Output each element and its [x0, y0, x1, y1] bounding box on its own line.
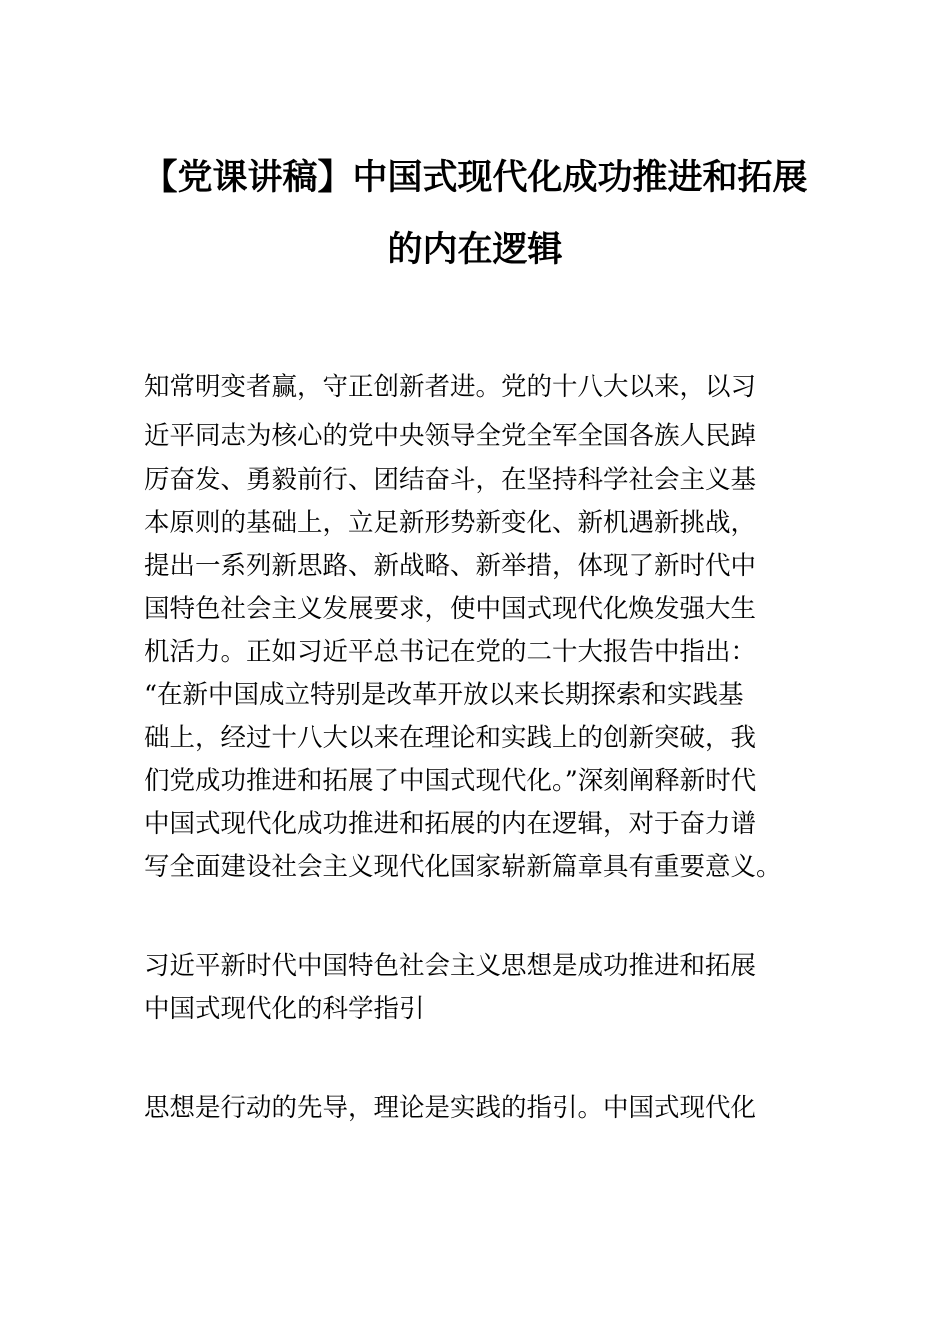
paragraph-line: 厉奋发、勇毅前行、团结奋斗，在坚持科学社会主义基 — [144, 465, 757, 495]
document-title-line-2: 的内在逻辑 — [387, 230, 563, 270]
paragraph-line: 提出一系列新思路、新战略、新举措，体现了新时代中 — [144, 551, 757, 581]
paragraph-line: 近平同志为核心的党中央领导全党全军全国各族人民踔 — [144, 421, 757, 451]
document-title-line-1: 【党课讲稿】中国式现代化成功推进和拓展 — [142, 158, 808, 198]
paragraph-line: 写全面建设社会主义现代化国家崭新篇章具有重要意义。 — [144, 852, 782, 882]
paragraph-line: “在新中国成立特别是改革开放以来长期探索和实践基 — [144, 680, 744, 710]
paragraph-line: 中国式现代化成功推进和拓展的内在逻辑，对于奋力谱 — [144, 809, 757, 839]
paragraph-line: 们党成功推进和拓展了中国式现代化。”深刻阐释新时代 — [144, 766, 757, 796]
paragraph-line: 思想是行动的先导，理论是实践的指引。中国式现代化 — [144, 1093, 757, 1123]
paragraph-line: 知常明变者赢，守正创新者进。党的十八大以来，以习 — [144, 372, 757, 402]
paragraph-line: 国特色社会主义发展要求，使中国式现代化焕发强大生 — [144, 594, 757, 624]
section-heading-line: 中国式现代化的科学指引 — [144, 994, 425, 1024]
paragraph-line: 本原则的基础上，立足新形势新变化、新机遇新挑战， — [144, 508, 757, 538]
section-heading-line: 习近平新时代中国特色社会主义思想是成功推进和拓展 — [144, 951, 757, 981]
paragraph-line: 机活力。正如习近平总书记在党的二十大报告中指出： — [144, 637, 757, 667]
paragraph-line: 础上，经过十八大以来在理论和实践上的创新突破，我 — [144, 723, 757, 753]
